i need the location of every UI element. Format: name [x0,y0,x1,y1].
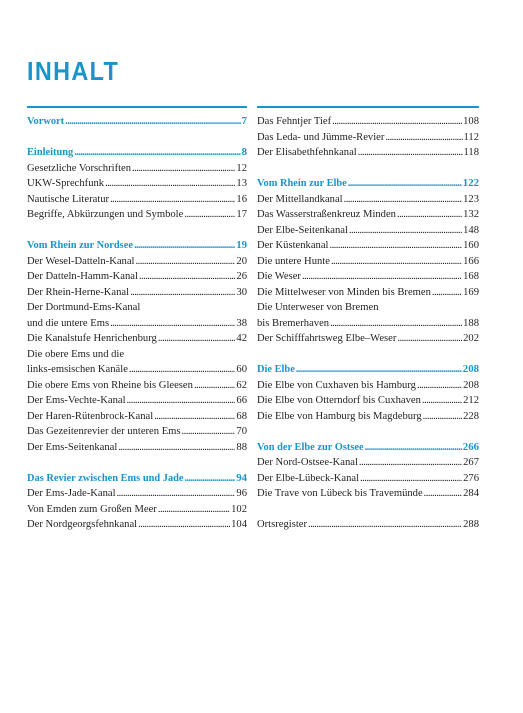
dot-leader [385,130,462,146]
toc-page-number: 288 [463,519,479,530]
toc-entry[interactable] [257,455,479,471]
toc-entry-title: Der Nordgeorgsfehnkanal [27,519,138,530]
toc-entry-title: Vorwort [27,116,65,127]
toc-entry-title: Von Emden zum Großen Meer [27,503,157,515]
toc-entry[interactable] [27,269,247,285]
toc-entry[interactable] [27,486,247,502]
toc-section-heading[interactable] [257,362,479,378]
dot-leader [308,517,462,533]
toc-page-number: 96 [236,488,247,499]
toc-page-number: 94 [236,471,247,484]
toc-spacer [257,424,479,440]
dot-leader [329,238,462,254]
toc-page-number: 148 [463,224,479,236]
toc-entry[interactable] [27,285,247,301]
toc-entry[interactable] [257,300,479,316]
dot-leader [130,285,235,301]
toc-entry[interactable] [257,517,479,533]
toc-page-number: 118 [463,147,479,158]
toc-entry[interactable] [27,440,247,456]
toc-entry[interactable] [257,486,479,502]
toc-page-number: 20 [236,255,247,267]
dot-leader [302,269,462,285]
toc-entry[interactable] [257,254,479,270]
toc-page-number: 202 [463,333,479,344]
toc-page-number: 16 [236,193,247,205]
toc-entry-title: Die Elbe [257,364,295,375]
toc-entry-title: Vom Rhein zur Elbe [257,178,347,189]
toc-entry-title: Der Elbe-Lübeck-Kanal [257,472,360,484]
toc-entry-title: Der Elbe-Seitenkanal [257,224,348,236]
toc-entry-title: Die Elbe von Cuxhaven bis Hamburg [257,379,416,391]
toc-entry-title: Der Ems-Vechte-Kanal [27,395,126,406]
toc-page-number: 208 [462,363,479,375]
toc-entry[interactable] [27,362,247,378]
toc-entry[interactable] [27,254,247,270]
toc-entry-title: Die Trave von Lübeck bis Travemünde [257,488,423,499]
toc-page-number: 284 [463,488,479,499]
toc-entry-title: Das Wasserstraßenkreuz Minden [257,209,396,220]
toc-entry[interactable] [27,316,247,332]
toc-entry[interactable] [27,300,247,316]
dot-leader [349,223,462,239]
toc-section-heading[interactable] [27,145,247,161]
dot-leader [118,440,235,456]
toc-entry-title: Das Fehntjer Tief [257,116,332,127]
toc-section-heading[interactable] [27,471,247,487]
toc-section-heading[interactable] [27,114,247,130]
dot-leader [365,440,462,456]
toc-entry-title: Nautische Literatur [27,193,110,205]
toc-entry-title: Der Ems-Seitenkanal [27,441,118,453]
toc-page-number: 12 [236,162,247,174]
toc-entry-title: Die Unterweser von Bremen [257,302,379,313]
toc-right-column [257,114,479,533]
dot-leader [423,409,462,425]
dot-leader [331,254,462,270]
dot-leader [417,378,462,394]
toc-entry-title: Die obere Ems von Rheine bis Gleesen [27,379,193,391]
toc-entry[interactable] [257,207,479,223]
toc-page-number: 26 [236,271,247,282]
toc-entry-title: Die Elbe von Hamburg bis Magdeburg [257,410,422,422]
dot-leader [359,455,462,471]
dot-leader [127,393,236,409]
toc-entry-title: Das Leda- und Jümme-Revier [257,131,385,143]
toc-entry-title: Der Rhein-Herne-Kanal [27,286,130,298]
toc-entry-title: Begriffe, Abkürzungen und Symbole [27,209,184,220]
toc-page-number: 276 [463,472,479,484]
dot-leader [422,393,462,409]
toc-entry[interactable] [27,502,247,518]
toc-entry-title: Der Wesel-Datteln-Kanal [27,255,135,267]
toc-entry[interactable] [27,176,247,192]
toc-page-number: 122 [462,177,479,189]
toc-entry[interactable] [27,192,247,208]
dot-leader [194,378,235,394]
toc-page-number: 13 [236,178,247,189]
toc-spacer [257,161,479,177]
toc-entry[interactable] [257,316,479,332]
toc-entry[interactable] [257,145,479,161]
dot-leader [138,517,230,533]
dot-leader [332,114,462,130]
toc-page-number: 228 [463,410,479,422]
toc-entry[interactable] [27,409,247,425]
toc-entry[interactable] [27,393,247,409]
toc-page-number: 123 [463,193,479,205]
dot-leader [110,316,235,332]
toc-page-number: 208 [463,379,479,391]
toc-page-number: 168 [463,271,479,282]
toc-entry-title: links-emsischen Kanäle [27,364,128,375]
toc-entry[interactable] [257,114,479,130]
toc-entry[interactable] [257,409,479,425]
right-divider-rule [257,106,479,108]
toc-entry-title: Das Gezeitenrevier der unteren Ems [27,426,181,437]
toc-page-number: 70 [236,426,247,437]
toc-page-number: 188 [463,317,479,329]
dot-leader [158,502,230,518]
dot-leader [424,486,462,502]
toc-entry-title: Der Haren-Rütenbrock-Kanal [27,410,154,422]
toc-page-number: 8 [241,146,247,158]
toc-page-number: 19 [236,239,247,251]
toc-entry-title: Der Datteln-Hamm-Kanal [27,271,138,282]
toc-entry-title: Die Weser [257,271,301,282]
dot-leader [132,161,235,177]
dot-leader [117,486,236,502]
toc-entry[interactable] [257,130,479,146]
toc-entry[interactable] [27,161,247,177]
toc-entry-title: bis Bremerhaven [257,317,330,329]
toc-page-number: 42 [236,333,247,344]
toc-entry[interactable] [27,331,247,347]
toc-page-number: 266 [462,440,479,453]
toc-entry-title: Das Revier zwischen Ems und Jade [27,472,184,484]
toc-entry[interactable] [257,285,479,301]
toc-page-number: 132 [463,209,479,220]
toc-entry-title: Gesetzliche Vorschriften [27,162,132,174]
dot-leader [184,207,235,223]
dot-leader [139,269,236,285]
toc-entry-title: Die untere Hunte [257,255,330,267]
toc-page-number: 104 [231,519,247,530]
page-title: INHALT [27,56,120,86]
dot-leader [65,114,240,130]
dot-leader [330,316,462,332]
toc-entry-title: Einleitung [27,147,74,158]
toc-page-number: 60 [236,364,247,375]
toc-entry-title: Der Elisabethfehnkanal [257,147,357,158]
toc-spacer [27,455,247,471]
dot-leader [182,424,236,440]
toc-page-number: 166 [463,255,479,267]
toc-section-heading[interactable] [27,238,247,254]
toc-entry[interactable] [257,393,479,409]
toc-entry-title: Die Kanalstufe Henrichenburg [27,333,157,344]
toc-section-heading[interactable] [257,176,479,192]
dot-leader [105,176,235,192]
toc-entry[interactable] [27,207,247,223]
toc-page-number: 17 [236,209,247,220]
toc-page-number: 102 [231,503,247,515]
toc-page-number: 62 [236,379,247,391]
toc-page-number: 66 [236,395,247,406]
toc-page-number: 160 [463,240,479,251]
toc-entry-title: und die untere Ems [27,317,110,329]
dot-leader [348,176,462,192]
toc-entry-title: Die Mittelweser von Minden bis Bremen [257,286,431,298]
toc-entry-title: Die obere Ems und die [27,348,125,360]
toc-page-number: 68 [236,410,247,422]
toc-page-number: 38 [236,317,247,329]
dot-leader [110,192,235,208]
toc-entry[interactable] [257,378,479,394]
dot-leader [360,471,462,487]
dot-leader [296,362,462,378]
dot-leader [158,331,236,347]
toc-entry-title: UKW-Sprechfunk [27,178,105,189]
toc-section-heading[interactable] [257,440,479,456]
toc-entry[interactable] [257,471,479,487]
dot-leader [397,207,462,223]
toc-page-number: 88 [236,441,247,453]
toc-page-number: 212 [463,395,479,406]
toc-entry-title: Ortsregister [257,519,308,530]
toc-page-number: 7 [241,115,247,127]
toc-left-column [27,114,247,533]
toc-entry-title: Der Mittellandkanal [257,193,343,205]
toc-entry[interactable] [27,347,247,363]
dot-leader [397,331,462,347]
toc-entry[interactable] [257,223,479,239]
toc-entry[interactable] [257,331,479,347]
toc-entry[interactable] [27,424,247,440]
toc-spacer [27,223,247,239]
toc-entry-title: Der Schifffahrtsweg Elbe–Weser [257,333,397,344]
toc-entry[interactable] [257,192,479,208]
toc-page-number: 112 [463,131,479,143]
toc-entry[interactable] [257,238,479,254]
toc-entry[interactable] [257,269,479,285]
toc-page-number: 30 [236,286,247,298]
dot-leader [432,285,462,301]
dot-leader [136,254,236,270]
dot-leader [358,145,463,161]
toc-entry[interactable] [27,517,247,533]
toc-spacer [27,130,247,146]
toc-entry-title: Der Dortmund-Ems-Kanal [27,302,141,313]
dot-leader [74,145,240,161]
toc-entry-title: Von der Elbe zur Ostsee [257,441,364,453]
toc-entry-title: Der Ems-Jade-Kanal [27,488,116,499]
dot-leader [185,471,236,487]
dot-leader [344,192,463,208]
toc-entry-title: Die Elbe von Otterndorf bis Cuxhaven [257,395,421,406]
left-divider-rule [27,106,247,108]
toc-entry-title: Der Küstenkanal [257,240,329,251]
toc-entry[interactable] [27,378,247,394]
dot-leader [129,362,236,378]
dot-leader [154,409,235,425]
toc-spacer [257,502,479,518]
toc-spacer [257,347,479,363]
toc-entry-title: Der Nord-Ostsee-Kanal [257,457,358,468]
toc-entry-title: Vom Rhein zur Nordsee [27,240,133,251]
toc-page-number: 267 [463,457,479,468]
toc-page-number: 108 [463,116,479,127]
toc-page-number: 169 [463,286,479,298]
dot-leader [134,238,235,254]
